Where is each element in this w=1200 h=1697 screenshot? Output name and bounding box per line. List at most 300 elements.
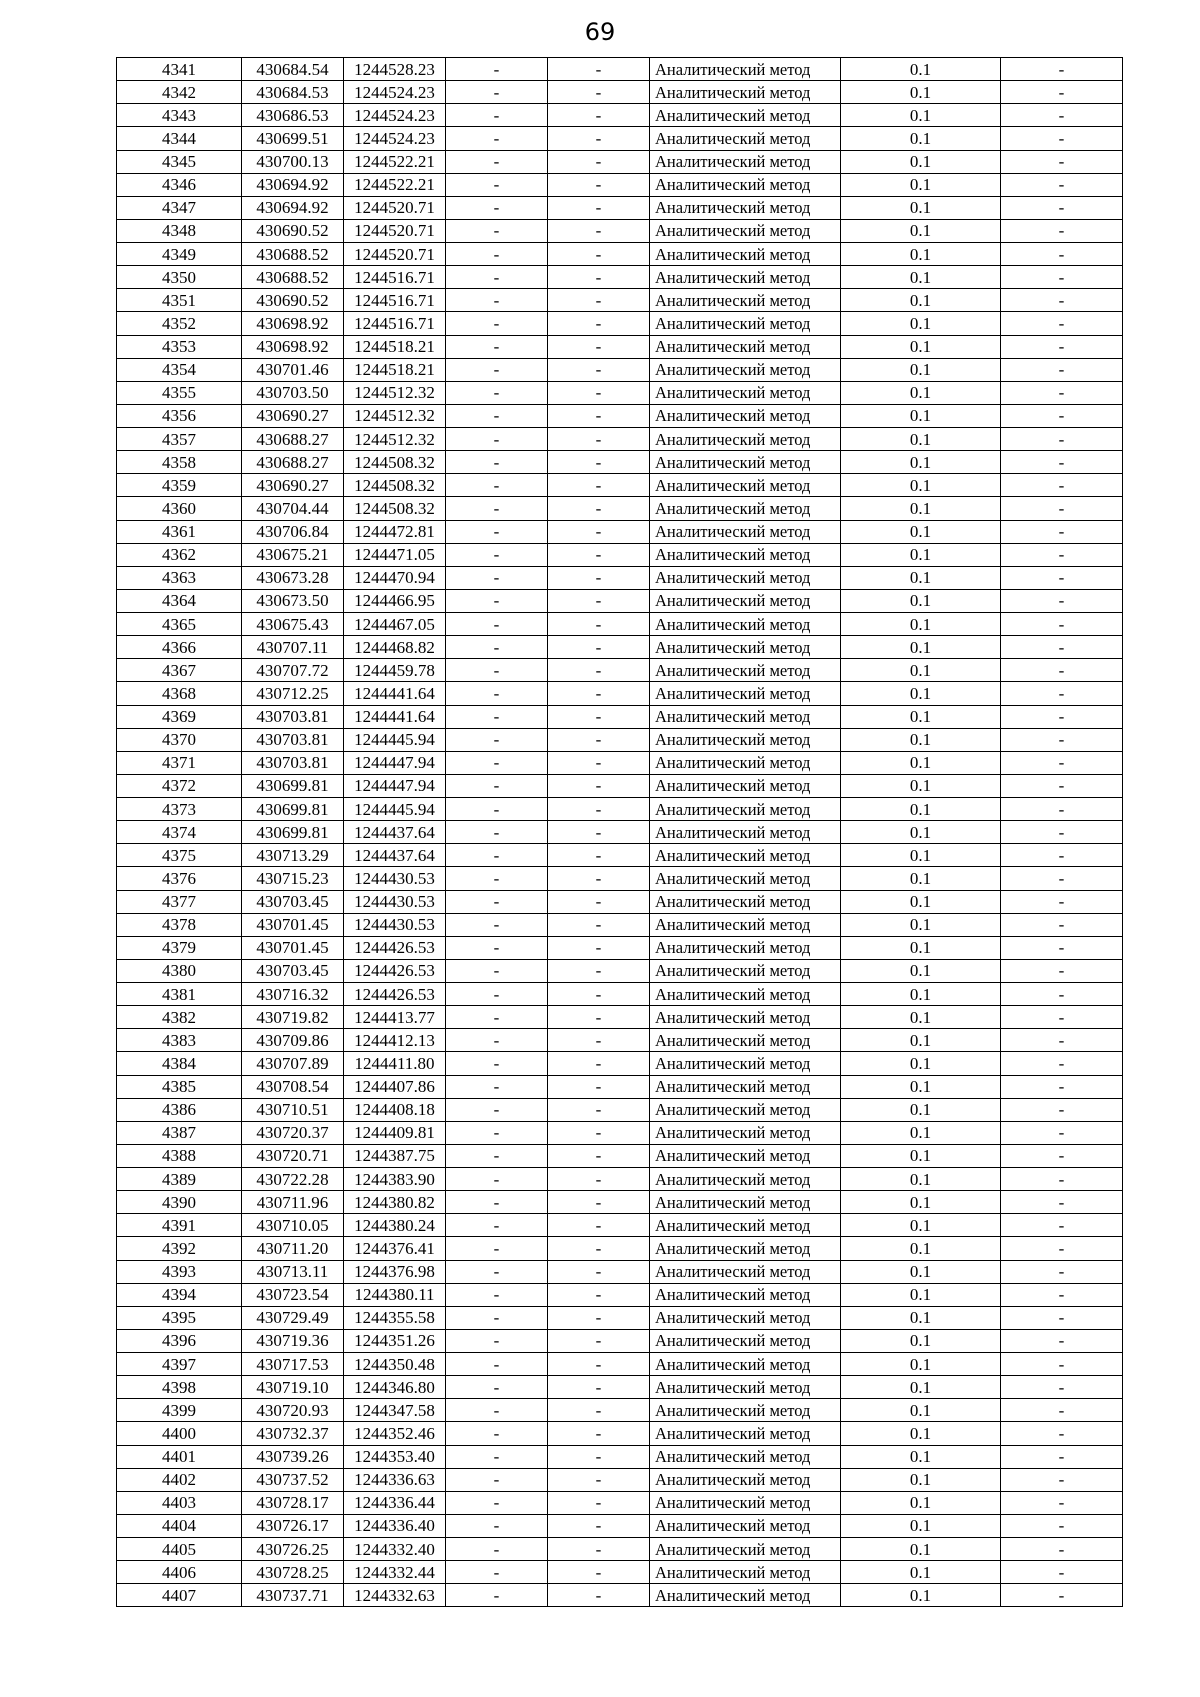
empty-dash-cell: -: [446, 335, 548, 358]
y-coordinate-cell: 1244524.23: [344, 81, 446, 104]
empty-dash-cell: -: [1001, 682, 1123, 705]
table-row: [117, 428, 1123, 451]
empty-dash-cell: -: [1001, 428, 1123, 451]
empty-dash-cell: -: [1001, 728, 1123, 751]
empty-dash-cell: -: [1001, 1121, 1123, 1144]
empty-dash-cell: -: [446, 1260, 548, 1283]
method-cell: Аналитический метод: [650, 543, 841, 566]
y-coordinate-cell: 1244471.05: [344, 543, 446, 566]
accuracy-cell: 0.1: [841, 543, 1001, 566]
point-number-cell: 4377: [117, 890, 242, 913]
x-coordinate-cell: 430711.96: [242, 1191, 344, 1214]
y-coordinate-cell: 1244516.71: [344, 266, 446, 289]
empty-dash-cell: -: [1001, 1168, 1123, 1191]
y-coordinate-cell: 1244437.64: [344, 844, 446, 867]
point-number-cell: 4381: [117, 983, 242, 1006]
accuracy-cell: 0.1: [841, 1237, 1001, 1260]
y-coordinate-cell: 1244441.64: [344, 705, 446, 728]
y-coordinate-cell: 1244508.32: [344, 497, 446, 520]
method-cell: Аналитический метод: [650, 566, 841, 589]
table-row: [117, 1445, 1123, 1468]
accuracy-cell: 0.1: [841, 613, 1001, 636]
empty-dash-cell: -: [1001, 1144, 1123, 1167]
method-cell: Аналитический метод: [650, 196, 841, 219]
empty-dash-cell: -: [1001, 1353, 1123, 1376]
empty-dash-cell: -: [548, 1098, 650, 1121]
table-row: [117, 890, 1123, 913]
accuracy-cell: 0.1: [841, 81, 1001, 104]
point-number-cell: 4354: [117, 358, 242, 381]
accuracy-cell: 0.1: [841, 266, 1001, 289]
method-cell: Аналитический метод: [650, 266, 841, 289]
accuracy-cell: 0.1: [841, 751, 1001, 774]
accuracy-cell: 0.1: [841, 1584, 1001, 1607]
point-number-cell: 4358: [117, 451, 242, 474]
point-number-cell: 4356: [117, 404, 242, 427]
empty-dash-cell: -: [446, 1052, 548, 1075]
empty-dash-cell: -: [1001, 659, 1123, 682]
empty-dash-cell: -: [548, 566, 650, 589]
y-coordinate-cell: 1244437.64: [344, 821, 446, 844]
accuracy-cell: 0.1: [841, 1329, 1001, 1352]
table-row: [117, 1168, 1123, 1191]
point-number-cell: 4401: [117, 1445, 242, 1468]
method-cell: Аналитический метод: [650, 728, 841, 751]
y-coordinate-cell: 1244472.81: [344, 520, 446, 543]
method-cell: Аналитический метод: [650, 1514, 841, 1537]
accuracy-cell: 0.1: [841, 1353, 1001, 1376]
y-coordinate-cell: 1244430.53: [344, 867, 446, 890]
empty-dash-cell: -: [446, 1561, 548, 1584]
point-number-cell: 4380: [117, 959, 242, 982]
point-number-cell: 4347: [117, 196, 242, 219]
empty-dash-cell: -: [548, 1422, 650, 1445]
empty-dash-cell: -: [1001, 104, 1123, 127]
empty-dash-cell: -: [1001, 312, 1123, 335]
empty-dash-cell: -: [548, 1260, 650, 1283]
empty-dash-cell: -: [446, 983, 548, 1006]
accuracy-cell: 0.1: [841, 844, 1001, 867]
x-coordinate-cell: 430703.50: [242, 381, 344, 404]
y-coordinate-cell: 1244332.40: [344, 1538, 446, 1561]
empty-dash-cell: -: [1001, 1029, 1123, 1052]
y-coordinate-cell: 1244520.71: [344, 219, 446, 242]
point-number-cell: 4390: [117, 1191, 242, 1214]
y-coordinate-cell: 1244336.40: [344, 1514, 446, 1537]
accuracy-cell: 0.1: [841, 150, 1001, 173]
y-coordinate-cell: 1244520.71: [344, 243, 446, 266]
x-coordinate-cell: 430710.51: [242, 1098, 344, 1121]
empty-dash-cell: -: [446, 1538, 548, 1561]
y-coordinate-cell: 1244332.63: [344, 1584, 446, 1607]
x-coordinate-cell: 430717.53: [242, 1353, 344, 1376]
y-coordinate-cell: 1244383.90: [344, 1168, 446, 1191]
accuracy-cell: 0.1: [841, 243, 1001, 266]
method-cell: Аналитический метод: [650, 173, 841, 196]
method-cell: Аналитический метод: [650, 1329, 841, 1352]
y-coordinate-cell: 1244518.21: [344, 335, 446, 358]
table-row: [117, 844, 1123, 867]
accuracy-cell: 0.1: [841, 520, 1001, 543]
point-number-cell: 4396: [117, 1329, 242, 1352]
point-number-cell: 4391: [117, 1214, 242, 1237]
empty-dash-cell: -: [446, 867, 548, 890]
point-number-cell: 4348: [117, 219, 242, 242]
accuracy-cell: 0.1: [841, 58, 1001, 81]
empty-dash-cell: -: [548, 1237, 650, 1260]
empty-dash-cell: -: [548, 636, 650, 659]
accuracy-cell: 0.1: [841, 1491, 1001, 1514]
empty-dash-cell: -: [1001, 983, 1123, 1006]
empty-dash-cell: -: [1001, 913, 1123, 936]
method-cell: Аналитический метод: [650, 1584, 841, 1607]
method-cell: Аналитический метод: [650, 474, 841, 497]
empty-dash-cell: -: [548, 774, 650, 797]
method-cell: Аналитический метод: [650, 1168, 841, 1191]
empty-dash-cell: -: [446, 1075, 548, 1098]
table-row: [117, 381, 1123, 404]
point-number-cell: 4371: [117, 751, 242, 774]
empty-dash-cell: -: [446, 173, 548, 196]
empty-dash-cell: -: [446, 451, 548, 474]
method-cell: Аналитический метод: [650, 1445, 841, 1468]
empty-dash-cell: -: [446, 289, 548, 312]
x-coordinate-cell: 430700.13: [242, 150, 344, 173]
accuracy-cell: 0.1: [841, 1445, 1001, 1468]
empty-dash-cell: -: [446, 1376, 548, 1399]
accuracy-cell: 0.1: [841, 959, 1001, 982]
method-cell: Аналитический метод: [650, 358, 841, 381]
empty-dash-cell: -: [548, 705, 650, 728]
empty-dash-cell: -: [548, 428, 650, 451]
empty-dash-cell: -: [548, 1584, 650, 1607]
x-coordinate-cell: 430703.45: [242, 890, 344, 913]
table-row: [117, 1561, 1123, 1584]
empty-dash-cell: -: [1001, 1468, 1123, 1491]
empty-dash-cell: -: [1001, 543, 1123, 566]
table-row: [117, 1422, 1123, 1445]
empty-dash-cell: -: [548, 821, 650, 844]
x-coordinate-cell: 430706.84: [242, 520, 344, 543]
empty-dash-cell: -: [1001, 1561, 1123, 1584]
x-coordinate-cell: 430707.89: [242, 1052, 344, 1075]
point-number-cell: 4404: [117, 1514, 242, 1537]
method-cell: Аналитический метод: [650, 1376, 841, 1399]
table-row: [117, 289, 1123, 312]
point-number-cell: 4385: [117, 1075, 242, 1098]
empty-dash-cell: -: [1001, 589, 1123, 612]
table-row: [117, 728, 1123, 751]
empty-dash-cell: -: [1001, 289, 1123, 312]
method-cell: Аналитический метод: [650, 219, 841, 242]
point-number-cell: 4387: [117, 1121, 242, 1144]
table-row: [117, 1353, 1123, 1376]
y-coordinate-cell: 1244522.21: [344, 173, 446, 196]
table-row: [117, 1376, 1123, 1399]
empty-dash-cell: -: [548, 81, 650, 104]
point-number-cell: 4395: [117, 1306, 242, 1329]
empty-dash-cell: -: [1001, 474, 1123, 497]
table-row: [117, 983, 1123, 1006]
empty-dash-cell: -: [1001, 774, 1123, 797]
accuracy-cell: 0.1: [841, 1283, 1001, 1306]
y-coordinate-cell: 1244426.53: [344, 983, 446, 1006]
accuracy-cell: 0.1: [841, 1422, 1001, 1445]
empty-dash-cell: -: [1001, 636, 1123, 659]
method-cell: Аналитический метод: [650, 890, 841, 913]
empty-dash-cell: -: [446, 1353, 548, 1376]
empty-dash-cell: -: [548, 335, 650, 358]
empty-dash-cell: -: [446, 589, 548, 612]
table-row: [117, 1052, 1123, 1075]
method-cell: Аналитический метод: [650, 1098, 841, 1121]
x-coordinate-cell: 430690.27: [242, 404, 344, 427]
empty-dash-cell: -: [446, 844, 548, 867]
empty-dash-cell: -: [1001, 1538, 1123, 1561]
empty-dash-cell: -: [1001, 358, 1123, 381]
empty-dash-cell: -: [446, 613, 548, 636]
point-number-cell: 4400: [117, 1422, 242, 1445]
empty-dash-cell: -: [446, 358, 548, 381]
x-coordinate-cell: 430684.53: [242, 81, 344, 104]
method-cell: Аналитический метод: [650, 243, 841, 266]
empty-dash-cell: -: [1001, 266, 1123, 289]
accuracy-cell: 0.1: [841, 636, 1001, 659]
accuracy-cell: 0.1: [841, 1538, 1001, 1561]
y-coordinate-cell: 1244407.86: [344, 1075, 446, 1098]
x-coordinate-cell: 430703.81: [242, 705, 344, 728]
y-coordinate-cell: 1244380.82: [344, 1191, 446, 1214]
y-coordinate-cell: 1244351.26: [344, 1329, 446, 1352]
accuracy-cell: 0.1: [841, 1260, 1001, 1283]
method-cell: Аналитический метод: [650, 312, 841, 335]
accuracy-cell: 0.1: [841, 1214, 1001, 1237]
accuracy-cell: 0.1: [841, 219, 1001, 242]
empty-dash-cell: -: [1001, 1260, 1123, 1283]
method-cell: Аналитический метод: [650, 150, 841, 173]
empty-dash-cell: -: [446, 381, 548, 404]
table-row: [117, 682, 1123, 705]
method-cell: Аналитический метод: [650, 682, 841, 705]
method-cell: Аналитический метод: [650, 451, 841, 474]
point-number-cell: 4349: [117, 243, 242, 266]
empty-dash-cell: -: [1001, 1399, 1123, 1422]
accuracy-cell: 0.1: [841, 358, 1001, 381]
empty-dash-cell: -: [548, 1561, 650, 1584]
accuracy-cell: 0.1: [841, 451, 1001, 474]
method-cell: Аналитический метод: [650, 497, 841, 520]
method-cell: Аналитический метод: [650, 381, 841, 404]
point-number-cell: 4344: [117, 127, 242, 150]
point-number-cell: 4407: [117, 1584, 242, 1607]
table-row: [117, 589, 1123, 612]
y-coordinate-cell: 1244441.64: [344, 682, 446, 705]
method-cell: Аналитический метод: [650, 798, 841, 821]
empty-dash-cell: -: [1001, 1283, 1123, 1306]
table-row: [117, 659, 1123, 682]
table-row: [117, 1121, 1123, 1144]
accuracy-cell: 0.1: [841, 936, 1001, 959]
empty-dash-cell: -: [446, 890, 548, 913]
method-cell: Аналитический метод: [650, 1260, 841, 1283]
point-number-cell: 4353: [117, 335, 242, 358]
table-row: [117, 774, 1123, 797]
table-row: [117, 266, 1123, 289]
table-row: [117, 358, 1123, 381]
y-coordinate-cell: 1244522.21: [344, 150, 446, 173]
table-row: [117, 520, 1123, 543]
y-coordinate-cell: 1244512.32: [344, 381, 446, 404]
accuracy-cell: 0.1: [841, 127, 1001, 150]
accuracy-cell: 0.1: [841, 289, 1001, 312]
empty-dash-cell: -: [548, 497, 650, 520]
empty-dash-cell: -: [1001, 1006, 1123, 1029]
table-row: [117, 1098, 1123, 1121]
empty-dash-cell: -: [446, 1191, 548, 1214]
table-row: [117, 104, 1123, 127]
empty-dash-cell: -: [446, 1214, 548, 1237]
point-number-cell: 4405: [117, 1538, 242, 1561]
empty-dash-cell: -: [1001, 936, 1123, 959]
accuracy-cell: 0.1: [841, 774, 1001, 797]
method-cell: Аналитический метод: [650, 1399, 841, 1422]
x-coordinate-cell: 430737.52: [242, 1468, 344, 1491]
x-coordinate-cell: 430729.49: [242, 1306, 344, 1329]
table-row: [117, 867, 1123, 890]
empty-dash-cell: -: [548, 983, 650, 1006]
method-cell: Аналитический метод: [650, 1353, 841, 1376]
empty-dash-cell: -: [548, 959, 650, 982]
empty-dash-cell: -: [446, 196, 548, 219]
y-coordinate-cell: 1244516.71: [344, 289, 446, 312]
method-cell: Аналитический метод: [650, 58, 841, 81]
empty-dash-cell: -: [548, 1399, 650, 1422]
empty-dash-cell: -: [1001, 243, 1123, 266]
method-cell: Аналитический метод: [650, 821, 841, 844]
empty-dash-cell: -: [446, 127, 548, 150]
table-row: [117, 636, 1123, 659]
point-number-cell: 4399: [117, 1399, 242, 1422]
method-cell: Аналитический метод: [650, 613, 841, 636]
y-coordinate-cell: 1244524.23: [344, 104, 446, 127]
empty-dash-cell: -: [1001, 497, 1123, 520]
x-coordinate-cell: 430694.92: [242, 173, 344, 196]
empty-dash-cell: -: [1001, 1329, 1123, 1352]
x-coordinate-cell: 430675.43: [242, 613, 344, 636]
point-number-cell: 4374: [117, 821, 242, 844]
y-coordinate-cell: 1244466.95: [344, 589, 446, 612]
empty-dash-cell: -: [548, 358, 650, 381]
table-row: [117, 1237, 1123, 1260]
empty-dash-cell: -: [1001, 196, 1123, 219]
empty-dash-cell: -: [446, 1029, 548, 1052]
point-number-cell: 4363: [117, 566, 242, 589]
table-row: [117, 1260, 1123, 1283]
point-number-cell: 4346: [117, 173, 242, 196]
y-coordinate-cell: 1244376.41: [344, 1237, 446, 1260]
table-row: [117, 613, 1123, 636]
point-number-cell: 4384: [117, 1052, 242, 1075]
x-coordinate-cell: 430715.23: [242, 867, 344, 890]
x-coordinate-cell: 430690.52: [242, 289, 344, 312]
y-coordinate-cell: 1244508.32: [344, 451, 446, 474]
method-cell: Аналитический метод: [650, 751, 841, 774]
table-row: [117, 81, 1123, 104]
empty-dash-cell: -: [548, 844, 650, 867]
empty-dash-cell: -: [1001, 867, 1123, 890]
accuracy-cell: 0.1: [841, 381, 1001, 404]
accuracy-cell: 0.1: [841, 474, 1001, 497]
empty-dash-cell: -: [446, 1329, 548, 1352]
x-coordinate-cell: 430673.50: [242, 589, 344, 612]
y-coordinate-cell: 1244447.94: [344, 774, 446, 797]
point-number-cell: 4367: [117, 659, 242, 682]
x-coordinate-cell: 430686.53: [242, 104, 344, 127]
table-row: [117, 1144, 1123, 1167]
method-cell: Аналитический метод: [650, 428, 841, 451]
point-number-cell: 4360: [117, 497, 242, 520]
method-cell: Аналитический метод: [650, 1214, 841, 1237]
empty-dash-cell: -: [1001, 1376, 1123, 1399]
accuracy-cell: 0.1: [841, 1006, 1001, 1029]
accuracy-cell: 0.1: [841, 1306, 1001, 1329]
empty-dash-cell: -: [1001, 1214, 1123, 1237]
x-coordinate-cell: 430694.92: [242, 196, 344, 219]
point-number-cell: 4343: [117, 104, 242, 127]
empty-dash-cell: -: [446, 821, 548, 844]
method-cell: Аналитический метод: [650, 867, 841, 890]
empty-dash-cell: -: [548, 1075, 650, 1098]
empty-dash-cell: -: [548, 751, 650, 774]
empty-dash-cell: -: [446, 1422, 548, 1445]
method-cell: Аналитический метод: [650, 636, 841, 659]
table-row: [117, 404, 1123, 427]
method-cell: Аналитический метод: [650, 1075, 841, 1098]
table-row: [117, 173, 1123, 196]
x-coordinate-cell: 430699.81: [242, 821, 344, 844]
accuracy-cell: 0.1: [841, 682, 1001, 705]
table-row: [117, 497, 1123, 520]
empty-dash-cell: -: [446, 266, 548, 289]
empty-dash-cell: -: [446, 659, 548, 682]
table-row: [117, 1029, 1123, 1052]
method-cell: Аналитический метод: [650, 1561, 841, 1584]
accuracy-cell: 0.1: [841, 798, 1001, 821]
method-cell: Аналитический метод: [650, 520, 841, 543]
empty-dash-cell: -: [1001, 173, 1123, 196]
x-coordinate-cell: 430698.92: [242, 312, 344, 335]
empty-dash-cell: -: [548, 520, 650, 543]
point-number-cell: 4359: [117, 474, 242, 497]
empty-dash-cell: -: [548, 150, 650, 173]
empty-dash-cell: -: [446, 705, 548, 728]
table-row: [117, 1283, 1123, 1306]
accuracy-cell: 0.1: [841, 1075, 1001, 1098]
point-number-cell: 4341: [117, 58, 242, 81]
accuracy-cell: 0.1: [841, 983, 1001, 1006]
table-row: [117, 335, 1123, 358]
y-coordinate-cell: 1244387.75: [344, 1144, 446, 1167]
accuracy-cell: 0.1: [841, 821, 1001, 844]
point-number-cell: 4394: [117, 1283, 242, 1306]
empty-dash-cell: -: [548, 1353, 650, 1376]
x-coordinate-cell: 430719.10: [242, 1376, 344, 1399]
empty-dash-cell: -: [1001, 844, 1123, 867]
y-coordinate-cell: 1244512.32: [344, 404, 446, 427]
empty-dash-cell: -: [446, 1584, 548, 1607]
y-coordinate-cell: 1244516.71: [344, 312, 446, 335]
y-coordinate-cell: 1244524.23: [344, 127, 446, 150]
